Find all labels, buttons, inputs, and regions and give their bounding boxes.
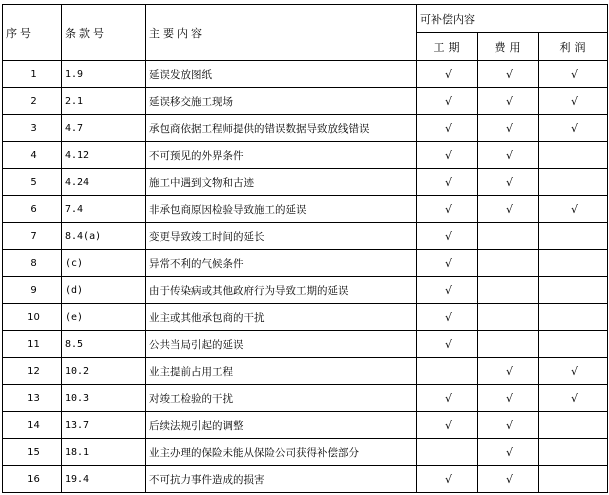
cell-profit: √ (539, 88, 608, 115)
cell-period: √ (417, 331, 478, 358)
cell-seq: 7 (3, 223, 62, 250)
cell-content: 变更导致竣工时间的延长 (146, 223, 417, 250)
cell-profit: √ (539, 115, 608, 142)
cell-content: 施工中遇到文物和古迹 (146, 169, 417, 196)
cell-seq: 14 (3, 412, 62, 439)
cell-cost: √ (478, 61, 539, 88)
cell-seq: 4 (3, 142, 62, 169)
cell-clause: 8.4(a) (62, 223, 146, 250)
cell-period: √ (417, 277, 478, 304)
table-row (3, 277, 608, 304)
cell-content: 延误发放图纸 (146, 61, 417, 88)
cell-period: √ (417, 196, 478, 223)
cell-clause: 4.7 (62, 115, 146, 142)
cell-profit (539, 331, 608, 358)
header-seq: 序号 (3, 5, 62, 61)
cell-period: √ (417, 466, 478, 493)
cell-period: √ (417, 115, 478, 142)
cell-clause: 2.1 (62, 88, 146, 115)
cell-cost: √ (478, 115, 539, 142)
cell-clause: 8.5 (62, 331, 146, 358)
cell-content: 公共当局引起的延误 (146, 331, 417, 358)
cell-seq: 11 (3, 331, 62, 358)
table-row (3, 412, 608, 439)
header-cost: 费用 (478, 33, 539, 61)
table-row (3, 331, 608, 358)
cell-cost: √ (478, 358, 539, 385)
cell-period: √ (417, 304, 478, 331)
cell-cost: √ (478, 142, 539, 169)
header-profit: 利润 (539, 33, 608, 61)
cell-period: √ (417, 250, 478, 277)
cell-clause: 1.9 (62, 61, 146, 88)
table-row (3, 466, 608, 493)
cell-content: 后续法规引起的调整 (146, 412, 417, 439)
table-row (3, 385, 608, 412)
cell-content: 业主提前占用工程 (146, 358, 417, 385)
cell-seq: 2 (3, 88, 62, 115)
cell-profit (539, 439, 608, 466)
cell-clause: 7.4 (62, 196, 146, 223)
table-body (3, 61, 608, 493)
cell-profit (539, 169, 608, 196)
cell-period: √ (417, 385, 478, 412)
cell-seq: 9 (3, 277, 62, 304)
cell-profit: √ (539, 61, 608, 88)
cell-period: √ (417, 412, 478, 439)
cell-cost: √ (478, 88, 539, 115)
cell-profit: √ (539, 358, 608, 385)
header-clause: 条款号 (62, 5, 146, 61)
cell-seq: 15 (3, 439, 62, 466)
cell-profit: √ (539, 196, 608, 223)
cell-profit: √ (539, 385, 608, 412)
cell-seq: 8 (3, 250, 62, 277)
cell-clause: 10.3 (62, 385, 146, 412)
cell-profit (539, 412, 608, 439)
cell-seq: 6 (3, 196, 62, 223)
cell-content: 业主办理的保险未能从保险公司获得补偿部分 (146, 439, 417, 466)
cell-content: 异常不利的气候条件 (146, 250, 417, 277)
table-row (3, 169, 608, 196)
cell-clause: 10.2 (62, 358, 146, 385)
header-period: 工期 (417, 33, 478, 61)
cell-seq: 1 (3, 61, 62, 88)
cell-cost: √ (478, 412, 539, 439)
table-row (3, 250, 608, 277)
cell-seq: 12 (3, 358, 62, 385)
cell-content: 不可抗力事件造成的损害 (146, 466, 417, 493)
cell-clause: 4.12 (62, 142, 146, 169)
cell-clause: 19.4 (62, 466, 146, 493)
cell-clause: (c) (62, 250, 146, 277)
cell-seq: 3 (3, 115, 62, 142)
cell-profit (539, 250, 608, 277)
table-row (3, 115, 608, 142)
cell-profit (539, 277, 608, 304)
cell-cost: √ (478, 466, 539, 493)
cell-clause: 4.24 (62, 169, 146, 196)
cell-cost: √ (478, 196, 539, 223)
cell-clause: (d) (62, 277, 146, 304)
cell-profit (539, 466, 608, 493)
cell-profit (539, 304, 608, 331)
cell-period (417, 439, 478, 466)
cell-content: 对竣工检验的干扰 (146, 385, 417, 412)
cell-content: 由于传染病或其他政府行为导致工期的延误 (146, 277, 417, 304)
cell-clause: (e) (62, 304, 146, 331)
table-row (3, 142, 608, 169)
table-row (3, 223, 608, 250)
cell-period: √ (417, 88, 478, 115)
cell-content: 不可预见的外界条件 (146, 142, 417, 169)
cell-seq: 16 (3, 466, 62, 493)
cell-period: √ (417, 61, 478, 88)
cell-cost (478, 223, 539, 250)
cell-seq: 5 (3, 169, 62, 196)
cell-seq: 13 (3, 385, 62, 412)
cell-cost (478, 277, 539, 304)
cell-clause: 18.1 (62, 439, 146, 466)
cell-period: √ (417, 223, 478, 250)
cell-cost: √ (478, 439, 539, 466)
cell-profit (539, 142, 608, 169)
table-row (3, 304, 608, 331)
header-content: 主要内容 (146, 5, 417, 61)
cell-period: √ (417, 169, 478, 196)
cell-cost: √ (478, 169, 539, 196)
cell-content: 延误移交施工现场 (146, 88, 417, 115)
header-compensation: 可补偿内容 (417, 5, 608, 33)
cell-clause: 13.7 (62, 412, 146, 439)
cell-cost (478, 304, 539, 331)
cell-period: √ (417, 142, 478, 169)
cell-period (417, 358, 478, 385)
table-row (3, 439, 608, 466)
cell-cost (478, 250, 539, 277)
cell-content: 业主或其他承包商的干扰 (146, 304, 417, 331)
compensation-table (2, 4, 608, 493)
cell-cost: √ (478, 385, 539, 412)
cell-seq: 10 (3, 304, 62, 331)
cell-content: 非承包商原因检验导致施工的延误 (146, 196, 417, 223)
cell-content: 承包商依据工程师提供的错误数据导致放线错误 (146, 115, 417, 142)
table-row (3, 196, 608, 223)
cell-profit (539, 223, 608, 250)
table-row (3, 358, 608, 385)
table-row (3, 88, 608, 115)
table-row (3, 61, 608, 88)
cell-cost (478, 331, 539, 358)
